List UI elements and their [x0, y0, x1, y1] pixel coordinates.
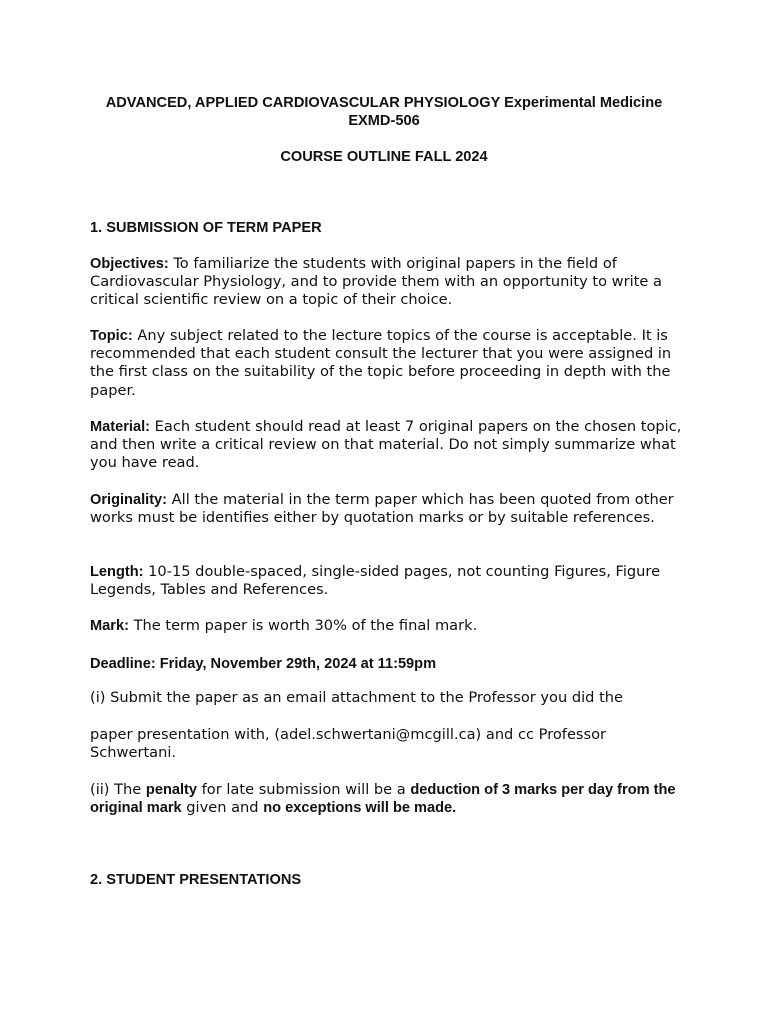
penalty-word: penalty	[145, 782, 198, 798]
length-text: 10-15 double-spaced, single-sided pages, not counting Figures, Figure Legends, Tables and References.	[90, 563, 661, 599]
penalty-given: given and	[181, 799, 264, 817]
course-outline-title: COURSE OUTLINE FALL 2024	[280, 149, 488, 165]
topic-label: Topic:	[90, 328, 133, 344]
material-label: Material:	[90, 419, 151, 435]
originality-label: Originality:	[90, 492, 168, 508]
submit-instruction-line2: paper presentation with, (adel.schwertani@mcgill.ca) and cc Professor Schwertani.	[90, 726, 607, 762]
length-label: Length:	[90, 564, 144, 580]
objectives-paragraph	[90, 255, 690, 310]
objectives-text: To familiarize the students with original papers in the field of Cardiovascular Physiology, and to provide them with an opportunity to write a critical scientific review on a topic of their choice.	[90, 255, 662, 309]
section-2-heading: 2. STUDENT PRESENTATIONS	[90, 872, 302, 888]
course-title-line1: ADVANCED, APPLIED CARDIOVASCULAR PHYSIOLOGY Experimental Medicine	[105, 95, 663, 111]
mark-label: Mark:	[90, 618, 129, 634]
submit-instruction-line1: (i) Submit the paper as an email attachment to the Professor you did the	[90, 689, 624, 706]
penalty-deduction: deduction of 3 marks per day from the original mark	[90, 782, 676, 817]
material-paragraph	[90, 418, 690, 473]
section-1-heading: 1. SUBMISSION OF TERM PAPER	[90, 220, 322, 236]
material-text: Each student should read at least 7 original papers on the chosen topic, and then write a critical review on that material. Do not simply summarize what you have read.	[90, 418, 682, 472]
originality-paragraph	[90, 491, 690, 527]
mark-text: The term paper is worth 30% of the final mark.	[128, 617, 478, 634]
originality-text: All the material in the term paper which has been quoted from other works must be identifies either by quotation marks or by suitable references.	[90, 491, 674, 527]
penalty-paragraph	[90, 781, 690, 817]
course-title	[84, 94, 684, 130]
penalty-prefix: (ii) The	[90, 781, 146, 798]
course-code: EXMD-506	[348, 113, 420, 129]
objectives-label: Objectives:	[90, 256, 169, 272]
penalty-middle: for late submission will be a	[197, 781, 411, 798]
penalty-no-exceptions: no exceptions will be made.	[263, 800, 457, 817]
topic-text: Any subject related to the lecture topics of the course is acceptable. It is recommended that each student consult the lecturer that you were assigned in the first class on the suitability of the topic before proceeding in depth with the paper.	[90, 327, 672, 399]
mark-paragraph	[90, 617, 690, 635]
deadline-line: Deadline: Friday, November 29th, 2024 at 11:59pm	[90, 656, 437, 672]
length-paragraph	[90, 563, 690, 599]
topic-paragraph	[90, 327, 690, 400]
